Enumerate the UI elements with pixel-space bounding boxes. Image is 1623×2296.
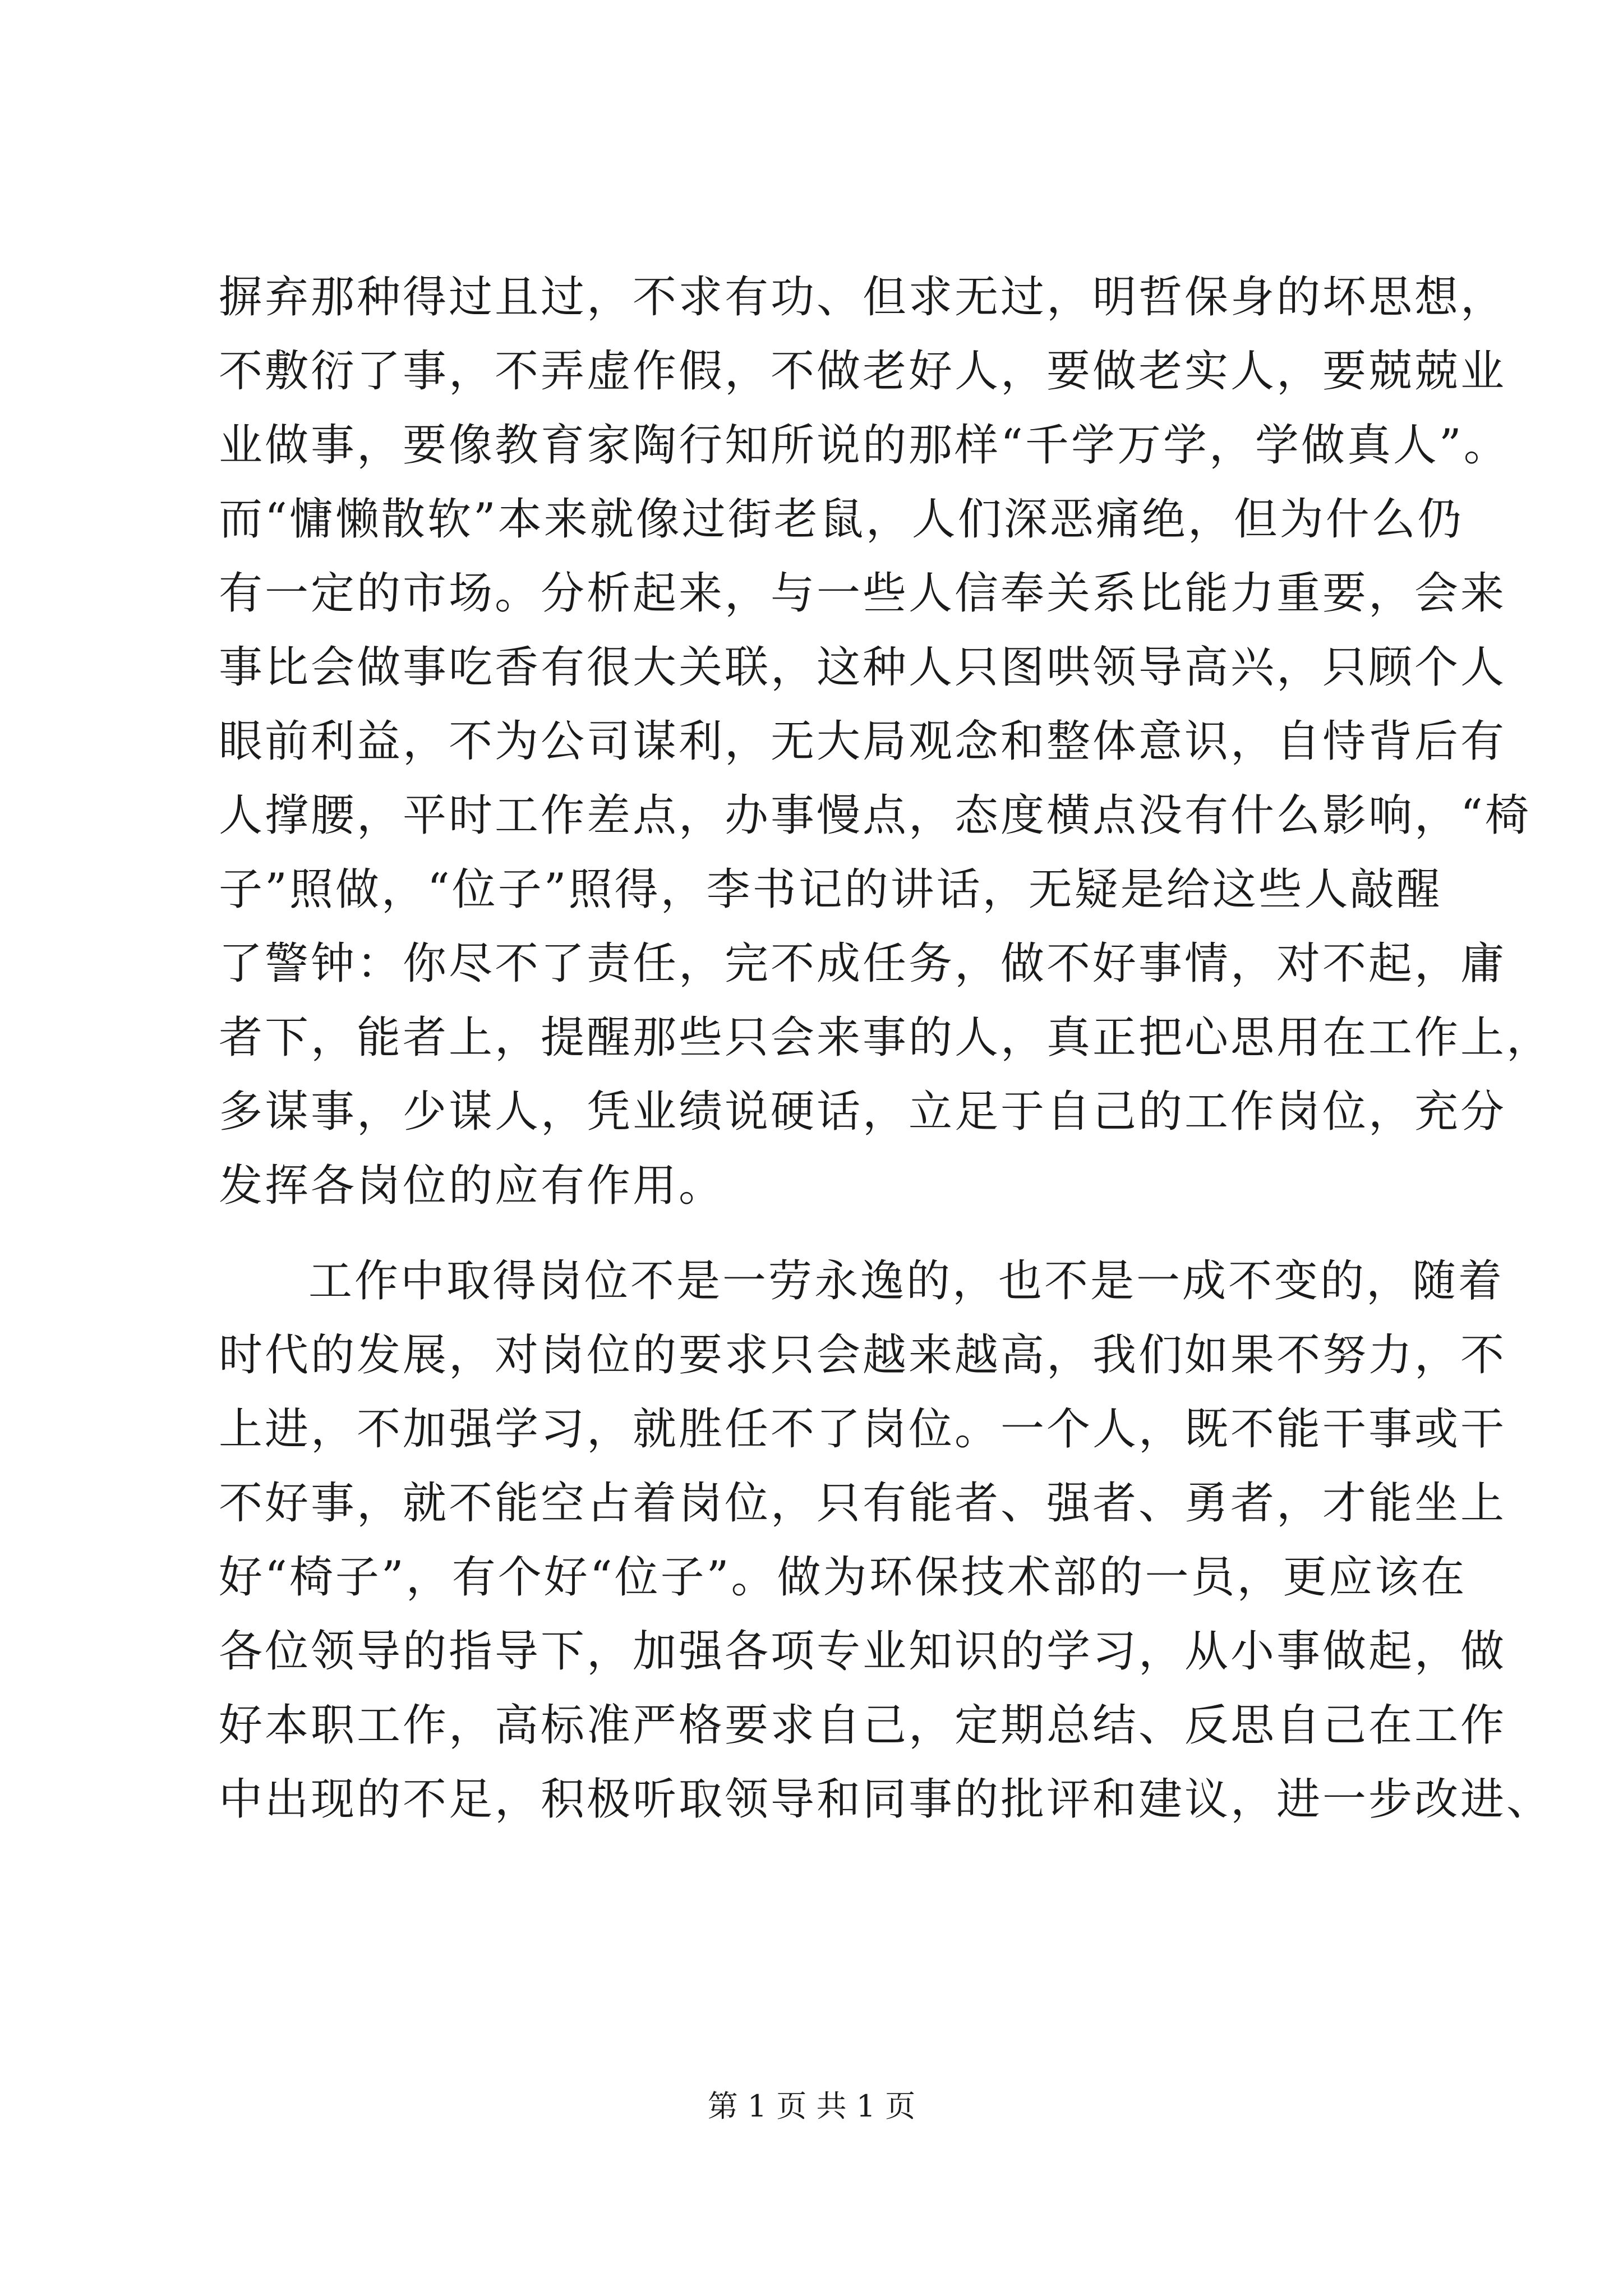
text-line: 上进，不加强学习，就胜任不了岗位。一个人，既不能干事或干 xyxy=(219,1404,1507,1455)
text-line: 眼前利益，不为公司谋利，无大局观念和整体意识，自恃背后有 xyxy=(219,716,1507,767)
text-line: 各位领导的指导下，加强各项专业知识的学习，从小事做起，做 xyxy=(219,1626,1507,1677)
paragraph-2 xyxy=(219,1244,1553,1837)
page-footer: 第 1 页 共 1 页 xyxy=(707,2088,916,2124)
text-line: 发挥各岗位的应有作用。 xyxy=(219,1161,725,1211)
text-line: 中出现的不足，积极听取领导和同事的批评和建议，进一步改进、 xyxy=(219,1774,1553,1825)
text-line: 不好事，就不能空占着岗位，只有能者、强者、勇者，才能坐上 xyxy=(219,1478,1507,1529)
text-line: 摒弃那种得过且过，不求有功、但求无过，明哲保身的坏思想， xyxy=(219,272,1507,323)
text-line: 工作中取得岗位不是一劳永逸的，也不是一成不变的，随着 xyxy=(308,1256,1505,1306)
text-line: 不敷衍了事，不弄虚作假，不做老好人，要做老实人，要兢兢业 xyxy=(219,346,1507,397)
text-line: 者下，能者上，提醒那些只会来事的人，真正把心思用在工作上， xyxy=(219,1013,1553,1063)
text-line: 了警钟：你尽不了责任，完不成任务，做不好事情，对不起，庸 xyxy=(219,938,1507,989)
text-line: 业做事，要像教育家陶行知所说的那样“千学万学，学做真人”。 xyxy=(219,420,1510,471)
text-line: 好“椅子”，有个好“位子”。做为环保技术部的一员，更应该在 xyxy=(219,1552,1467,1603)
text-line: 多谋事，少谋人，凭业绩说硬话，立足于自己的工作岗位，充分 xyxy=(219,1087,1507,1137)
paragraph-spacer xyxy=(219,1223,1419,1244)
text-line: 事比会做事吃香有很大关联，这种人只图哄领导高兴，只顾个人 xyxy=(219,642,1507,693)
text-line: 时代的发展，对岗位的要求只会越来越高，我们如果不努力，不 xyxy=(219,1330,1507,1381)
document-body xyxy=(219,260,1553,1837)
text-line: 好本职工作，高标准严格要求自己，定期总结、反思自己在工作 xyxy=(219,1700,1507,1751)
text-line: 有一定的市场。分析起来，与一些人信奉关系比能力重要，会来 xyxy=(219,568,1507,619)
text-line: 人撑腰，平时工作差点，办事慢点，态度横点没有什么影响，“椅 xyxy=(219,790,1531,841)
text-line: 子”照做，“位子”照得，李书记的讲话，无疑是给这些人敲醒 xyxy=(219,864,1442,915)
text-line: 而“慵懒散软”本来就像过街老鼠，人们深恶痛绝，但为什么仍 xyxy=(219,494,1464,545)
paragraph-1 xyxy=(219,260,1553,1223)
